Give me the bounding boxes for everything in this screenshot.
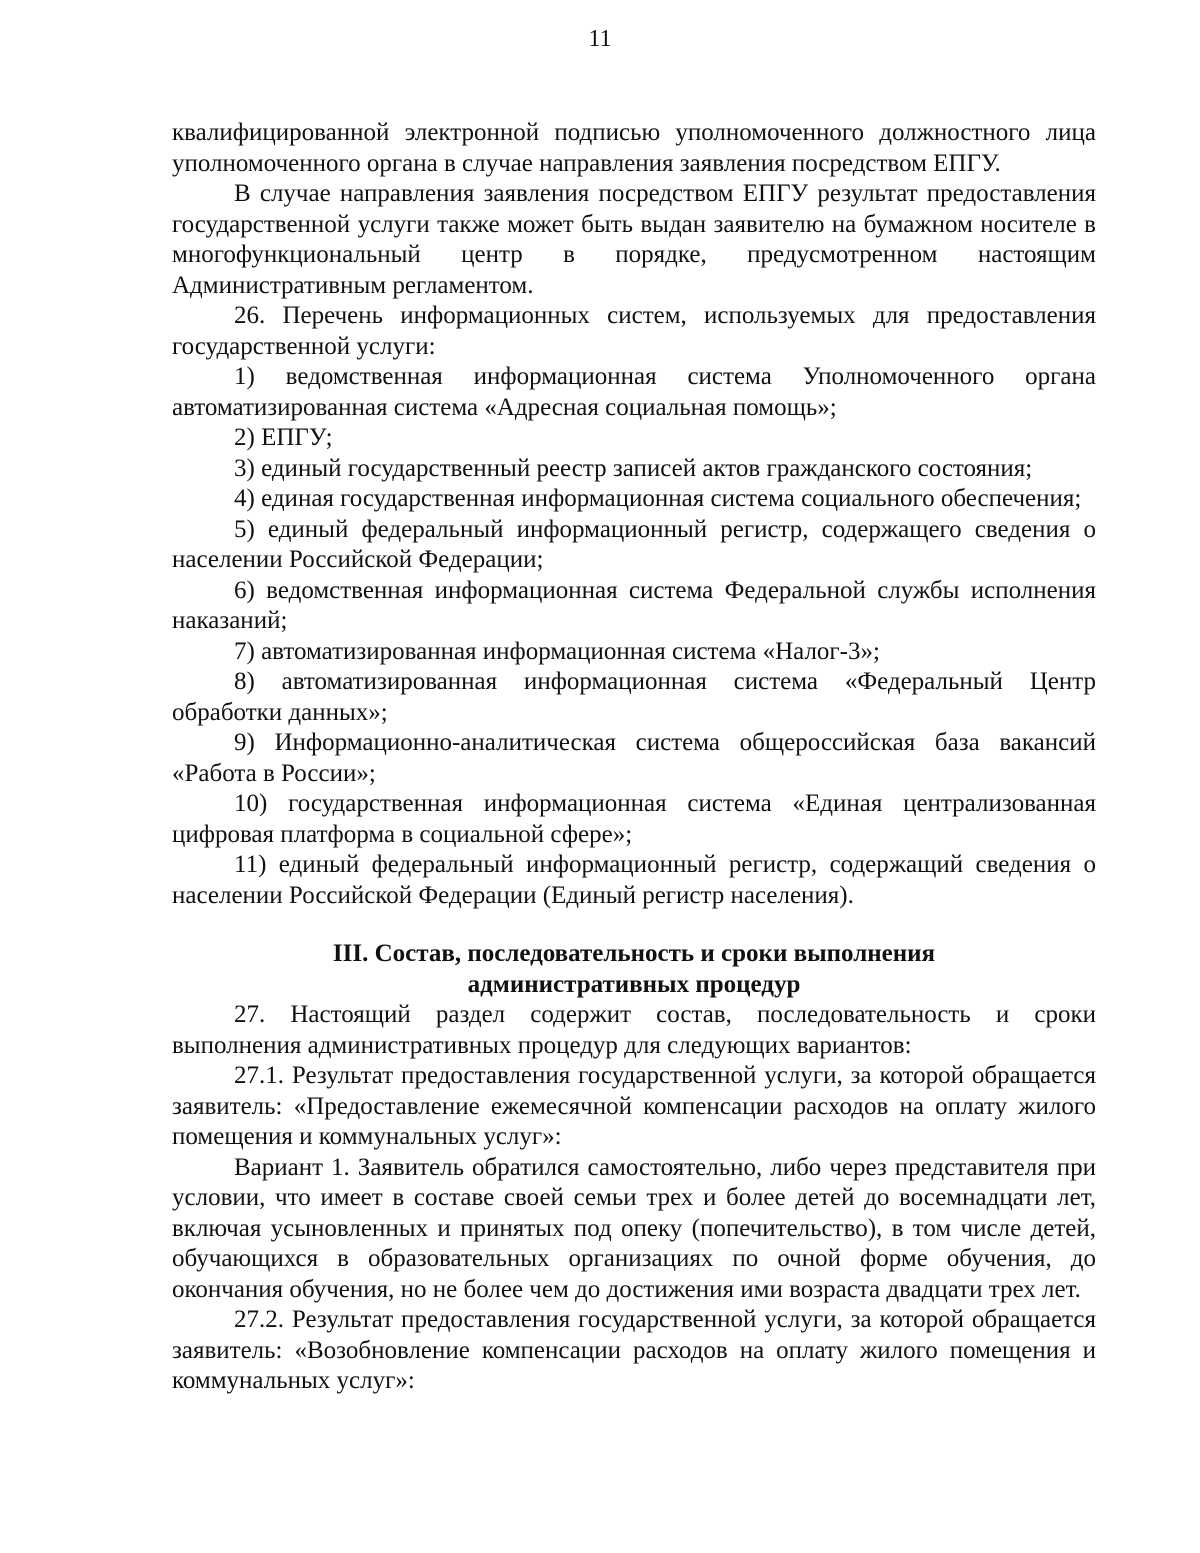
document-body [172,118,1096,1397]
paragraph-27-2: 27.2. Результат предоставления государственной услуги, за которой обращается заявитель: «Возобновление компенсации расходов на оплату жилого помещения и коммунальных услуг»: [172,1306,1096,1394]
list-item-7: 7) автоматизированная информационная система «Налог-3»; [234,637,880,665]
list-item-6: 6) ведомственная информационная система Федеральной службы исполнения наказаний; [172,576,1096,634]
paragraph-epgu-result: В случае направления заявления посредством ЕПГУ результат предоставления государственной услуги также может быть выдан заявителю на бумажном носителе в многофункциональный центр в порядке, предусмотренном настоящим Административным регламентом. [172,180,1096,299]
list-item-1: 1) ведомственная информационная система Уполномоченного органа автоматизированная система «Адресная социальная помощь»; [172,363,1096,421]
paragraph-continuation: квалифицированной электронной подписью уполномоченного должностного лица уполномоченного органа в случае направления заявления посредством ЕПГУ. [172,119,1096,177]
paragraph-variant-1: Вариант 1. Заявитель обратился самостоятельно, либо через представителя при условии, что имеет в составе своей семьи трех и более детей до восемнадцати лет, включая усыновленных и принятых под опеку (попечительство), в том числе детей, обучающихся в образовательных организациях по очной форме обучения, до окончания обучения, но не более чем до достижения ими возраста двадцати трех лет. [172,1153,1096,1303]
paragraph-26: 26. Перечень информационных систем, используемых для предоставления государственной услуги: [172,302,1096,360]
list-item-4: 4) единая государственная информационная система социального обеспечения; [234,485,1082,512]
section-heading-line-1: III. Состав, последовательность и сроки выполнения [332,940,936,967]
page-number: 11 [588,26,612,52]
list-item-11: 11) единый федеральный информационный регистр, содержащий сведения о населении Российской Федерации (Единый регистр населения). [172,851,1096,909]
section-heading [172,939,1096,1000]
section-heading-line-2: административных процедур [467,970,801,998]
paragraph-27: 27. Настоящий раздел содержит состав, последовательность и сроки выполнения административных процедур для следующих вариантов: [172,1001,1096,1059]
list-item-5: 5) единый федеральный информационный регистр, содержащего сведения о населении Российской Федерации; [172,515,1096,573]
list-item-2: 2) ЕПГУ; [234,424,333,451]
list-item-9: 9) Информационно-аналитическая система общероссийская база вакансий «Работа в России»; [172,729,1096,787]
list-item-10: 10) государственная информационная система «Единая централизованная цифровая платформа в социальной сфере»; [172,790,1096,848]
paragraph-27-1: 27.1. Результат предоставления государственной услуги, за которой обращается заявитель: «Предоставление ежемесячной компенсации расходов на оплату жилого помещения и коммунальных услуг»: [172,1062,1096,1150]
list-item-8: 8) автоматизированная информационная система «Федеральный Центр обработки данных»; [172,668,1096,726]
list-item-3: 3) единый государственный реестр записей актов гражданского состояния; [234,454,1033,482]
